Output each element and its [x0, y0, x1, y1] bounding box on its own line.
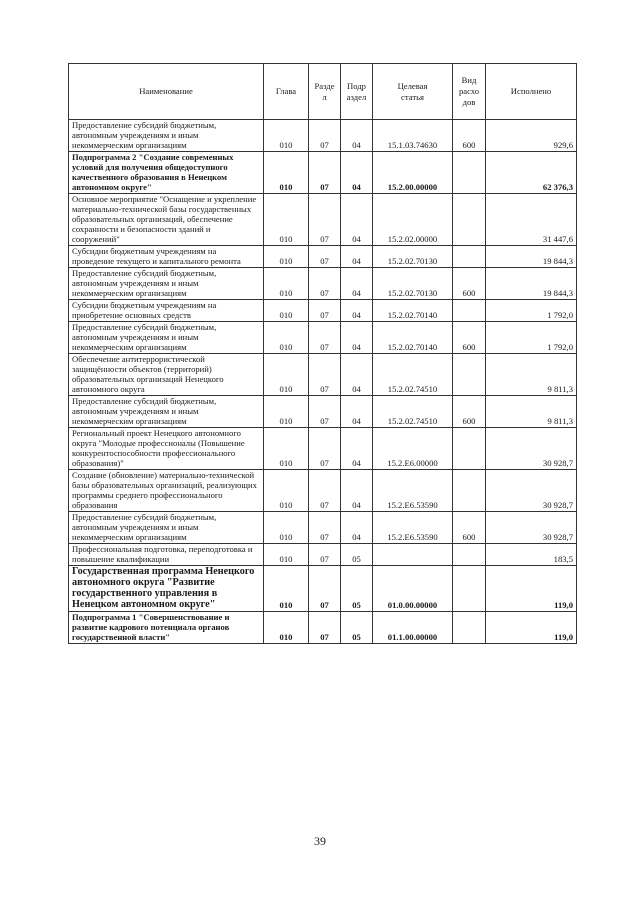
- row-podrazdel: 04: [341, 268, 373, 300]
- row-glava: 010: [264, 300, 309, 322]
- table-row: [69, 544, 577, 566]
- row-celevaya: 01.1.00.00000: [373, 612, 453, 644]
- header-razdel: Разде л: [309, 64, 341, 120]
- row-name: Субсидии бюджетным учреждениям на приобретение основных средств: [69, 300, 264, 322]
- row-ispolneno: 31 447,6: [486, 194, 577, 246]
- row-vid: 600: [453, 322, 486, 354]
- row-vid: 600: [453, 120, 486, 152]
- row-vid: [453, 246, 486, 268]
- row-celevaya: [373, 544, 453, 566]
- row-ispolneno: 30 928,7: [486, 470, 577, 512]
- row-ispolneno: 62 376,3: [486, 152, 577, 194]
- row-razdel: 07: [309, 268, 341, 300]
- row-vid: [453, 470, 486, 512]
- row-razdel: 07: [309, 300, 341, 322]
- row-glava: 010: [264, 354, 309, 396]
- row-glava: 010: [264, 566, 309, 612]
- row-glava: 010: [264, 194, 309, 246]
- row-celevaya: 15.2.02.70130: [373, 268, 453, 300]
- row-razdel: 07: [309, 566, 341, 612]
- row-glava: 010: [264, 120, 309, 152]
- row-ispolneno: 183,5: [486, 544, 577, 566]
- row-name: Создание (обновление) материально-технической базы образовательных организаций, реализующих программы среднего профессионального образования: [69, 470, 264, 512]
- row-name: Обеспечение антитеррористической защищённости объектов (территорий) образовательных организаций Ненецкого автономного округа: [69, 354, 264, 396]
- row-ispolneno: 30 928,7: [486, 428, 577, 470]
- row-ispolneno: 119,0: [486, 612, 577, 644]
- row-vid: 600: [453, 396, 486, 428]
- row-ispolneno: 19 844,3: [486, 268, 577, 300]
- row-name: Подпрограмма 2 "Создание современных условий для получения общедоступного качественного образования в Ненецком автономном округе": [69, 152, 264, 194]
- row-ispolneno: 30 928,7: [486, 512, 577, 544]
- row-vid: 600: [453, 512, 486, 544]
- row-vid: [453, 194, 486, 246]
- row-razdel: 07: [309, 194, 341, 246]
- row-vid: [453, 544, 486, 566]
- row-vid: [453, 612, 486, 644]
- row-celevaya: 15.1.03.74630: [373, 120, 453, 152]
- table-row: [69, 246, 577, 268]
- page-number: 39: [314, 834, 326, 848]
- row-podrazdel: 04: [341, 322, 373, 354]
- row-celevaya: 15.2.02.70130: [373, 246, 453, 268]
- row-ispolneno: 119,0: [486, 566, 577, 612]
- row-ispolneno: 9 811,3: [486, 354, 577, 396]
- header-podrazdel: Подр аздел: [341, 64, 373, 120]
- row-ispolneno: 9 811,3: [486, 396, 577, 428]
- row-name: Предоставление субсидий бюджетным, автономным учреждениям и иным некоммерческим организациям: [69, 322, 264, 354]
- header-ispolneno: Исполнено: [486, 64, 577, 120]
- row-podrazdel: 04: [341, 194, 373, 246]
- row-razdel: 07: [309, 612, 341, 644]
- row-name: Предоставление субсидий бюджетным, автономным учреждениям и иным некоммерческим организациям: [69, 120, 264, 152]
- table-row: [69, 396, 577, 428]
- row-name: Субсидии бюджетным учреждениям на проведение текущего и капитального ремонта: [69, 246, 264, 268]
- row-razdel: 07: [309, 120, 341, 152]
- table-row: [69, 300, 577, 322]
- row-name: Предоставление субсидий бюджетным, автономным учреждениям и иным некоммерческим организациям: [69, 512, 264, 544]
- row-glava: 010: [264, 470, 309, 512]
- row-glava: 010: [264, 512, 309, 544]
- row-celevaya: 15.2.E6.53590: [373, 512, 453, 544]
- row-glava: 010: [264, 396, 309, 428]
- row-podrazdel: 04: [341, 396, 373, 428]
- row-celevaya: 15.2.02.74510: [373, 396, 453, 428]
- row-vid: [453, 354, 486, 396]
- row-name: Государственная программа Ненецкого автономного округа "Развитие государственного управления в Ненецком автономном округе": [69, 566, 264, 612]
- row-celevaya: 15.2.E6.00000: [373, 428, 453, 470]
- row-razdel: 07: [309, 354, 341, 396]
- table-row: [69, 428, 577, 470]
- row-glava: 010: [264, 246, 309, 268]
- row-celevaya: 15.2.00.00000: [373, 152, 453, 194]
- row-razdel: 07: [309, 544, 341, 566]
- row-podrazdel: 05: [341, 566, 373, 612]
- row-podrazdel: 04: [341, 512, 373, 544]
- row-celevaya: 15.2.02.00000: [373, 194, 453, 246]
- row-ispolneno: 1 792,0: [486, 322, 577, 354]
- table-row: [69, 566, 577, 612]
- row-glava: 010: [264, 544, 309, 566]
- header-celevaya: Целевая статья: [373, 64, 453, 120]
- row-vid: 600: [453, 268, 486, 300]
- row-celevaya: 15.2.02.70140: [373, 322, 453, 354]
- table-row: [69, 322, 577, 354]
- row-razdel: 07: [309, 512, 341, 544]
- header-vid: Вид расхо дов: [453, 64, 486, 120]
- row-razdel: 07: [309, 470, 341, 512]
- row-name: Предоставление субсидий бюджетным, автономным учреждениям и иным некоммерческим организациям: [69, 268, 264, 300]
- row-razdel: 07: [309, 322, 341, 354]
- row-glava: 010: [264, 322, 309, 354]
- row-podrazdel: 04: [341, 354, 373, 396]
- budget-table: [68, 63, 577, 644]
- row-glava: 010: [264, 268, 309, 300]
- table-row: [69, 354, 577, 396]
- row-celevaya: 15.2.02.74510: [373, 354, 453, 396]
- row-razdel: 07: [309, 428, 341, 470]
- row-podrazdel: 04: [341, 152, 373, 194]
- row-celevaya: 15.2.E6.53590: [373, 470, 453, 512]
- table-row: [69, 512, 577, 544]
- table-header-row: [69, 64, 577, 120]
- row-podrazdel: 04: [341, 428, 373, 470]
- row-glava: 010: [264, 612, 309, 644]
- row-podrazdel: 05: [341, 544, 373, 566]
- row-podrazdel: 04: [341, 470, 373, 512]
- row-podrazdel: 04: [341, 300, 373, 322]
- row-podrazdel: 04: [341, 246, 373, 268]
- row-name: Профессиональная подготовка, переподготовка и повышение квалификации: [69, 544, 264, 566]
- row-celevaya: 01.0.00.00000: [373, 566, 453, 612]
- row-razdel: 07: [309, 396, 341, 428]
- table-row: [69, 470, 577, 512]
- row-vid: [453, 428, 486, 470]
- row-ispolneno: 929,6: [486, 120, 577, 152]
- header-glava: Глава: [264, 64, 309, 120]
- row-name: Региональный проект Ненецкого автономного округа "Молодые профессионалы (Повышение конкурентоспособности профессионального образования)": [69, 428, 264, 470]
- row-celevaya: 15.2.02.70140: [373, 300, 453, 322]
- table-row: [69, 120, 577, 152]
- row-name: Предоставление субсидий бюджетным, автономным учреждениям и иным некоммерческим организациям: [69, 396, 264, 428]
- row-glava: 010: [264, 428, 309, 470]
- row-glava: 010: [264, 152, 309, 194]
- row-razdel: 07: [309, 152, 341, 194]
- row-ispolneno: 1 792,0: [486, 300, 577, 322]
- table-row: [69, 612, 577, 644]
- header-name: Наименование: [69, 64, 264, 120]
- row-name: Подпрограмма 1 "Совершенствование и развитие кадрового потенциала органов государственной власти": [69, 612, 264, 644]
- row-razdel: 07: [309, 246, 341, 268]
- table-row: [69, 268, 577, 300]
- row-name: Основное мероприятие "Оснащение и укрепление материально-технической базы государственных образовательных организаций, обеспечение сохранности и безопасности зданий и сооружений": [69, 194, 264, 246]
- row-vid: [453, 300, 486, 322]
- row-podrazdel: 04: [341, 120, 373, 152]
- table-row: [69, 152, 577, 194]
- row-vid: [453, 566, 486, 612]
- table-row: [69, 194, 577, 246]
- row-ispolneno: 19 844,3: [486, 246, 577, 268]
- row-podrazdel: 05: [341, 612, 373, 644]
- row-vid: [453, 152, 486, 194]
